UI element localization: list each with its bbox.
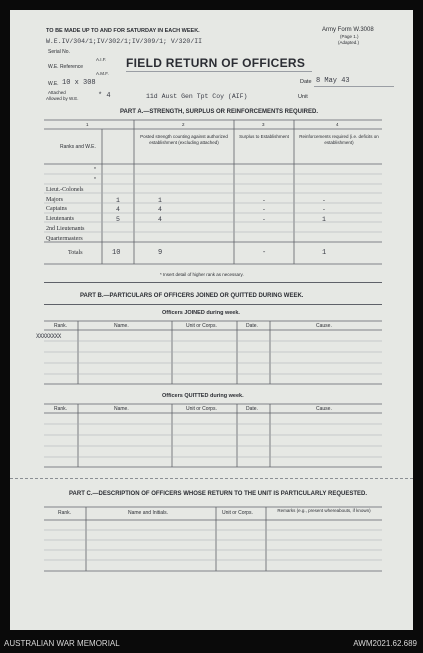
army-form-number: Army Form W.3008 (322, 27, 374, 33)
unit-label: Unit (298, 94, 308, 100)
archive-accession-number: AWM2021.62.689 (353, 639, 417, 648)
page-note: (Page 1.) (340, 34, 359, 39)
col-num-2: 2 (182, 122, 185, 127)
part-c-col-remarks: Remarks (e.g., present whereabouts, if known) (277, 508, 371, 513)
part-c-col-rank: Rank. (58, 510, 72, 516)
joined-col-cause: Cause. (316, 323, 332, 329)
top-instruction: TO BE MADE UP TO AND FOR SATURDAY IN EACH WEEK. (46, 28, 200, 34)
amf-label: A.M.F. (96, 71, 109, 76)
unit-value: 11d Aust Gen Tpt Coy (AIF) (146, 93, 248, 100)
we-value: 10 x 308 (62, 79, 96, 87)
part-c-table-grid (10, 10, 413, 630)
posted-cell: 4 (158, 206, 162, 214)
struck-out-entry: XXXXXXXX (36, 333, 61, 340)
rank-lieut-colonels: Lieut.-Colonels (46, 187, 84, 193)
archive-footer (0, 636, 423, 653)
part-c-col-unit: Unit or Corps. (222, 510, 253, 516)
we-count-cell: 4 (116, 206, 120, 214)
quitted-title: Officers QUITTED during week. (162, 393, 244, 399)
part-a-heading: PART A.—STRENGTH, SURPLUS OR REINFORCEMENTS REQUIRED. (120, 109, 319, 115)
reinf-cell: - (322, 196, 326, 204)
form-title: FIELD RETURN OF OFFICERS (126, 56, 306, 70)
joined-title: Officers JOINED during week. (162, 310, 240, 316)
reinf-cell: 1 (322, 216, 326, 224)
allowed-label: Allowed by W.E. (46, 96, 79, 101)
we-reference-label: W.E. Reference (48, 64, 84, 70)
star-row-1: * (94, 167, 96, 173)
part-a-footnote: * Insert detail of higher rank as necessary. (160, 272, 244, 277)
we-count-cell: 1 (116, 196, 120, 204)
quitted-col-rank: Rank. (54, 406, 68, 412)
col-header-reinforcements: Reinforcements required (i.e. deficits on establishment) (299, 134, 379, 145)
part-c-col-name: Name and Initials. (128, 510, 169, 516)
col-header-ranks: Ranks and W.E. (60, 144, 96, 150)
adapted-note: (Adapted.) (338, 40, 360, 45)
quitted-col-name: Name. (114, 406, 129, 412)
col-num-3: 3 (262, 122, 265, 127)
rank-quartermasters: Quartermasters (46, 235, 83, 242)
surplus-cell: - (262, 196, 266, 204)
archive-name: AUSTRALIAN WAR MEMORIAL (4, 639, 120, 648)
col-num-1: 1 (86, 122, 89, 127)
joined-col-name: Name. (114, 323, 129, 329)
rank-2nd-lieutenants: 2nd Lieutenants (46, 225, 85, 232)
totals-label: Totals (68, 250, 83, 256)
form-sheet (10, 10, 413, 630)
rank-majors: Majors (46, 196, 63, 203)
typed-we-reference: W.E.IV/304/1;IV/302/1;IV/309/1; V/320/II (46, 38, 203, 45)
quitted-col-cause: Cause. (316, 406, 332, 412)
surplus-cell: - (262, 216, 266, 224)
joined-col-date: Date. (246, 323, 258, 329)
quitted-col-date: Date. (246, 406, 258, 412)
part-b-heading: PART B.—PARTICULARS OF OFFICERS JOINED OR QUITTED DURING WEEK. (80, 293, 304, 299)
col-num-4: 4 (336, 122, 339, 127)
star-row-2: * (94, 177, 96, 183)
serial-label: Serial No. (48, 49, 70, 55)
quitted-col-unit: Unit or Corps. (186, 406, 217, 412)
attached-label: Attached (48, 90, 66, 95)
joined-col-unit: Unit or Corps. (186, 323, 217, 329)
aif-label: A.I.F. (96, 57, 107, 62)
posted-cell: 4 (158, 216, 162, 224)
date-label: Date (300, 79, 312, 85)
we-label: W.E. (48, 81, 59, 87)
part-c-heading: PART C.—DESCRIPTION OF OFFICERS WHOSE RETURN TO THE UNIT IS PARTICULARLY REQUESTED. (68, 491, 368, 497)
col-header-posted: Posted strength counting against authorized establishment (excluding attached) (140, 134, 228, 145)
date-value: 8 May 43 (316, 77, 350, 85)
rank-captains: Captains (46, 206, 67, 213)
reinf-cell: - (322, 206, 326, 214)
surplus-cell: - (262, 206, 266, 214)
col-header-surplus: Surplus to Establishment (239, 134, 289, 139)
totals-we: 10 (112, 249, 121, 257)
totals-surplus: - (262, 249, 267, 257)
totals-reinforcements: 1 (322, 249, 327, 257)
attached-value: * 4 (98, 92, 111, 100)
totals-posted: 9 (158, 249, 163, 257)
joined-col-rank: Rank. (54, 323, 68, 329)
rank-lieutenants: Lieutenants (46, 216, 74, 223)
we-count-cell: 5 (116, 216, 120, 224)
posted-cell: 1 (158, 196, 162, 204)
